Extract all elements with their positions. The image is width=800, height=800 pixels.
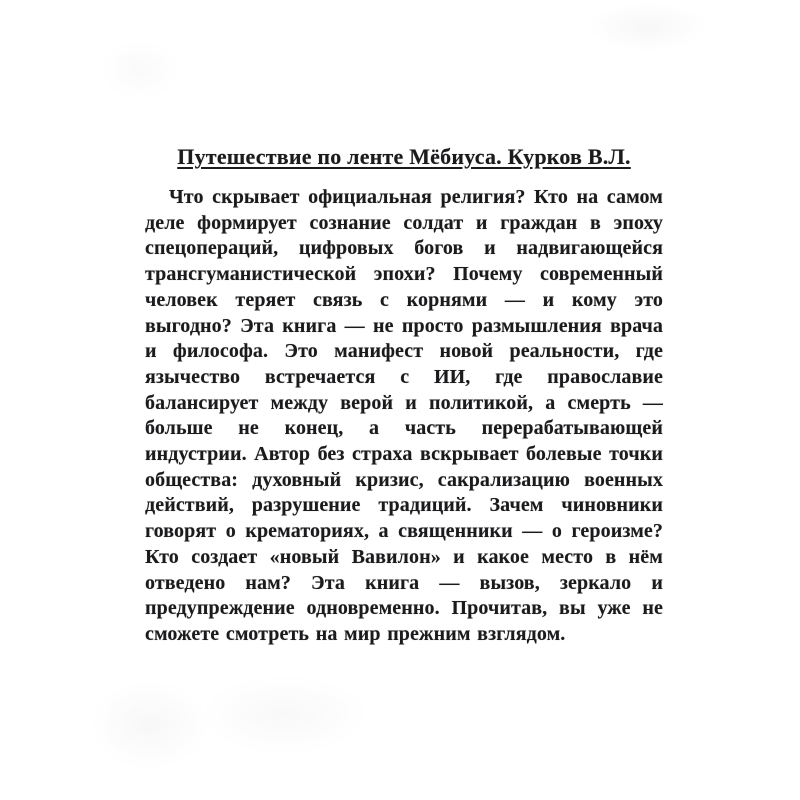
scan-artifact-smudge [100, 40, 180, 100]
book-title: Путешествие по ленте Мёбиуса. Курков В.Л. [177, 144, 631, 169]
scan-artifact-smudge [200, 675, 370, 755]
book-description-paragraph: Что скрывает официальная религия? Кто на самом деле формирует сознание солдат и граждан в эпоху спецопераций, цифровых богов и надвигающейся трансгуманистической эпохи? Почему современный человек теряет связь с корнями — и кому это выгодно? Эта книга — не просто размышления врача и философа. Это манифест новой реальности, где язычество встречается с ИИ, где православие балансирует между верой и политикой, а смерть — больше не конец, а часть перерабатывающей индустрии. Автор без страха вскрывает болевые точки общества: духовный кризис, сакрализацию военных действий, разрушение традиций. Зачем чиновники говорят о крематориях, а священники — о героизме? Кто создает «новый Вавилон» и какое место в нём отведено нам? Эта книга — вызов, зеркало и предупреждение одновременно. Прочитав, вы уже не сможете смотреть на мир прежним взглядом. [145, 186, 663, 645]
book-annotation-block [145, 144, 663, 648]
scan-artifact-smudge [90, 680, 210, 770]
scan-artifact-smudge [588, 2, 708, 52]
